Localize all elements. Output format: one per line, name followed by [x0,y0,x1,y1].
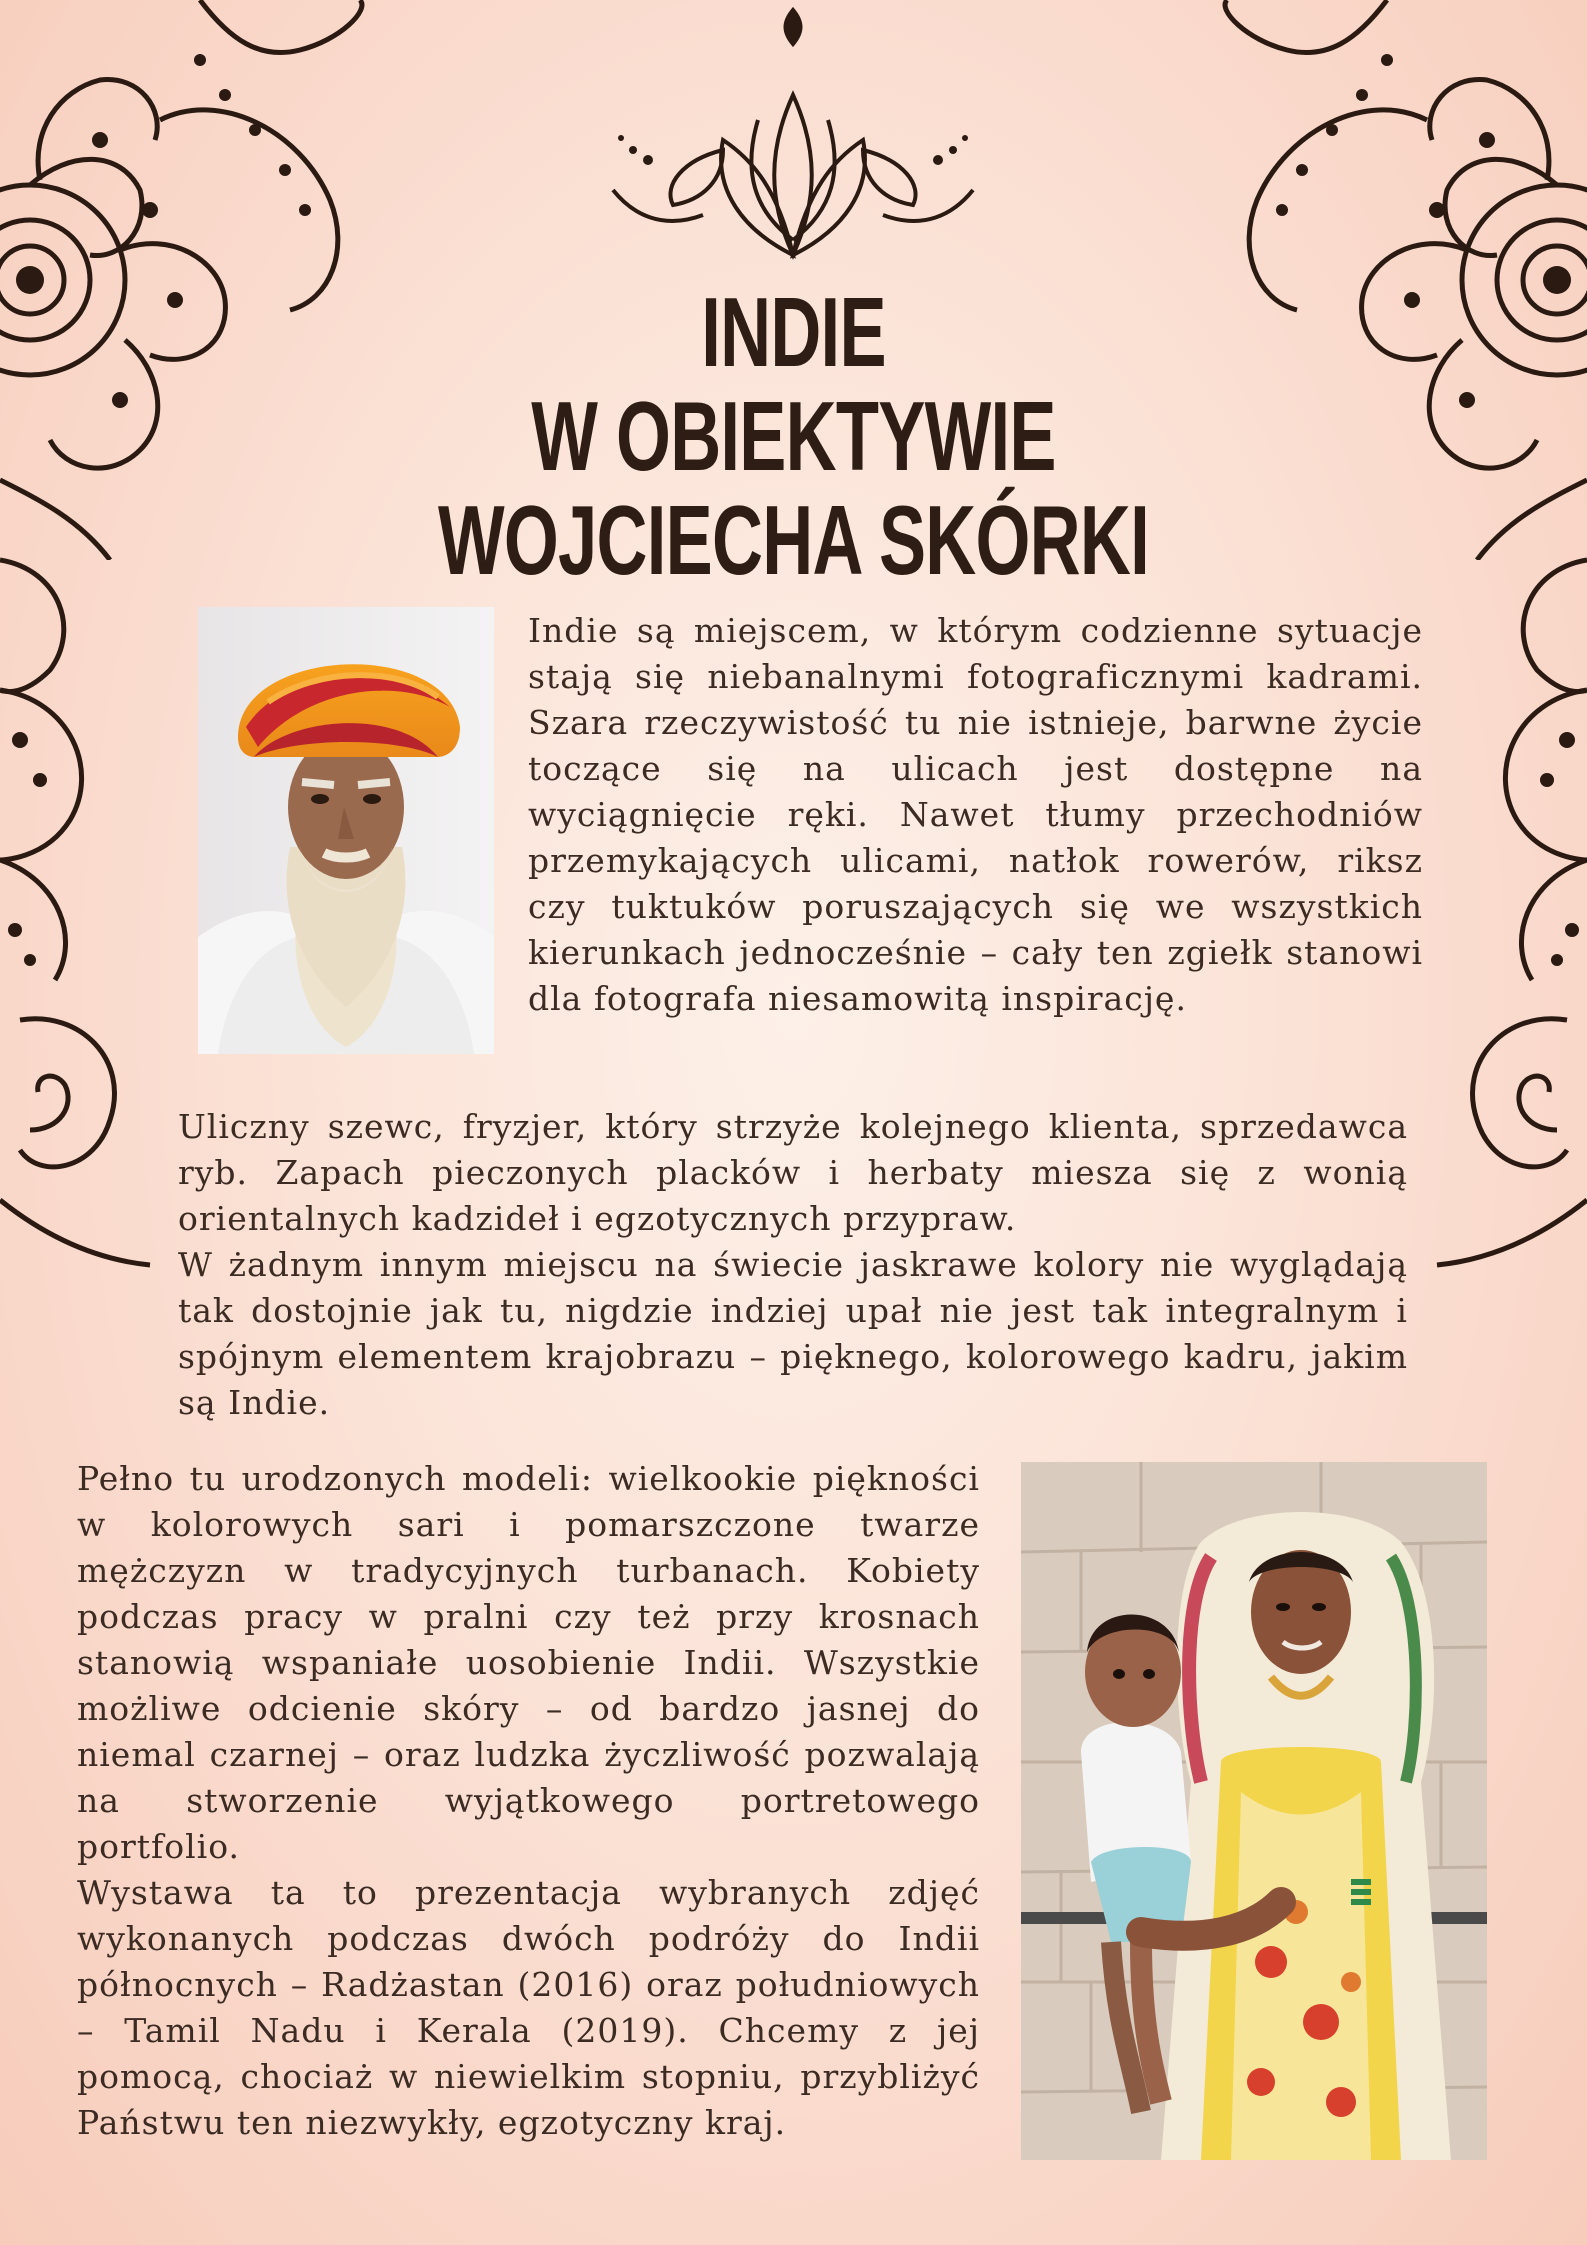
page-title [222,277,1365,595]
photo-man-with-turban [198,607,494,1054]
photo-woman-with-child [1021,1462,1487,2160]
title-line-2: W OBIEKTYWIE [531,381,1056,491]
title-line-3: WOJCIECHA SKÓRKI [437,485,1150,595]
ornament-right-middle [1417,540,1587,1280]
man-with-turban-illustration [198,607,494,1054]
intro-paragraph: Indie są miejscem, w którym codzienne sytuacje stają się niebanalnymi fotograficznymi kadrami. Szara rzeczywistość tu nie istnieje, barwne życie toczące się na ulicach jest dostępne na wyciągnięcie ręki. Nawet tłumy przechodniów przemykających ulicami, natłok rowerów, riksz czy tuktuków poruszających się we wszystkich kierunkach jednocześnie – cały ten zgiełk stanowi dla fotografa niesamowitą inspirację. [528,611,1423,1018]
ornament-left-middle [0,540,170,1280]
woman-with-child-illustration [1021,1462,1487,2160]
title-line-1: INDIE [701,277,886,387]
exhibition-paragraph: Wystawa ta to prezentacja wybranych zdjęć wykonanych podczas dwóch podróży do Indii północnych – Radżastan (2016) oraz południowych – Tamil Nadu i Kerala (2019). Chcemy z jej pomocą, chociaż w niewielkim stopniu, przybliżyć Państwu ten niezwykły, egzotyczny kraj. [77,1873,980,2142]
colors-paragraph: W żadnym innym miejscu na świecie jaskrawe kolory nie wyglądają tak dostojnie jak tu, nigdzie indziej upał nie jest tak integralnym i spójnym elementem krajobrazu – pięknego, kolorowego kadru, jakim są Indie. [178,1245,1408,1422]
portraits-paragraph: Pełno tu urodzonych modeli: wielkookie piękności w kolorowych sari i pomarszczone twarze mężczyzn w tradycyjnych turbanach. Kobiety podczas pracy w pralni czy też przy krosnach stanowią wspaniałe uosobienie Indii. Wszystkie możliwe odcienie skóry – od bardzo jasnej do niemal czarnej – oraz ludzka życzliwość pozwalają na stworzenie wyjątkowego portretowego portfolio. [77,1459,980,1866]
ornament-top-center [593,0,993,280]
street-life-paragraph: Uliczny szewc, fryzjer, który strzyże kolejnego klienta, sprzedawca ryb. Zapach pieczonych placków i herbaty miesza się z wonią orientalnych kadzideł i egzotycznych przypraw. [178,1107,1408,1238]
